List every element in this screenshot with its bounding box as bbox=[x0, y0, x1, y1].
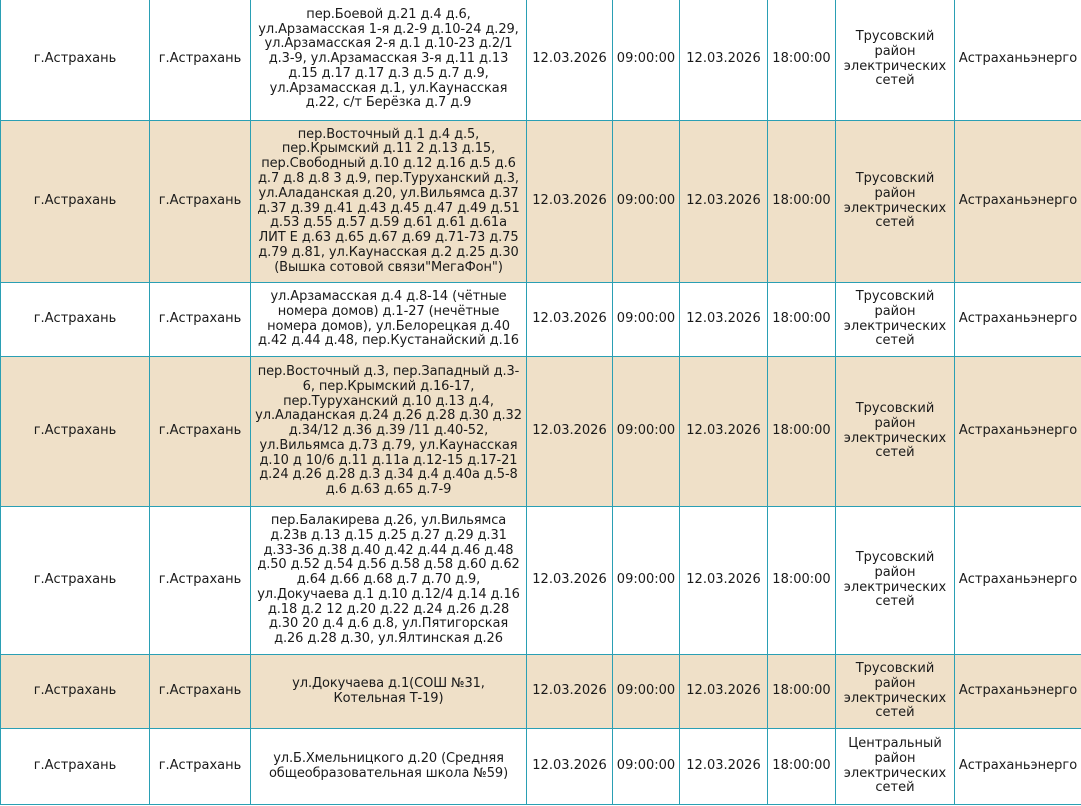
district-cell: Трусовский район электрических сетей bbox=[836, 507, 955, 655]
settlement-cell: г.Астрахань bbox=[150, 121, 251, 283]
company-cell: Астраханьэнерго bbox=[955, 357, 1081, 507]
table-row bbox=[1, 655, 1081, 729]
table-row bbox=[1, 729, 1081, 805]
end-date-cell: 12.03.2026 bbox=[680, 357, 768, 507]
addresses-cell: пер.Восточный д.3, пер.Западный д.3-6, пер.Крымский д.16-17, пер.Туруханский д.10 д.13 д.4, ул.Аладанская д.24 д.26 д.28 д.30 д.32 д.34/12 д.36 д.39 /11 д.40-52, ул.Вильямса д.73 д.79, ул.Каунасская д.10 д 10/6 д.11 д.11а д.12-15 д.17-21 д.24 д.26 д.28 д.3 д.34 д.4 д.40а д.5-8 д.6 д.63 д.65 д.7-9 bbox=[251, 357, 527, 507]
company-cell: Астраханьэнерго bbox=[955, 655, 1081, 729]
end-date-cell: 12.03.2026 bbox=[680, 0, 768, 121]
district-cell: Трусовский район электрических сетей bbox=[836, 283, 955, 357]
addresses-cell: пер.Восточный д.1 д.4 д.5, пер.Крымский д.11 2 д.13 д.15, пер.Свободный д.10 д.12 д.16 д.5 д.6 д.7 д.8 д.8 3 д.9, пер.Туруханский д.3, ул.Аладанская д.20, ул.Вильямса д.37 д.37 д.39 д.41 д.43 д.45 д.47 д.49 д.51 д.53 д.55 д.57 д.59 д.61 д.61 д.61а ЛИТ Е д.63 д.65 д.67 д.69 д.71-73 д.75 д.79 д.81, ул.Каунасская д.2 д.25 д.30 (Вышка сотовой связи"МегаФон") bbox=[251, 121, 527, 283]
end-time-cell: 18:00:00 bbox=[768, 357, 836, 507]
company-cell: Астраханьэнерго bbox=[955, 507, 1081, 655]
locality-cell: г.Астрахань bbox=[1, 283, 150, 357]
end-time-cell: 18:00:00 bbox=[768, 0, 836, 121]
settlement-cell: г.Астрахань bbox=[150, 655, 251, 729]
start-time-cell: 09:00:00 bbox=[613, 121, 680, 283]
start-date-cell: 12.03.2026 bbox=[527, 0, 613, 121]
district-cell: Трусовский район электрических сетей bbox=[836, 0, 955, 121]
table-row bbox=[1, 507, 1081, 655]
company-cell: Астраханьэнерго bbox=[955, 0, 1081, 121]
settlement-cell: г.Астрахань bbox=[150, 357, 251, 507]
end-time-cell: 18:00:00 bbox=[768, 121, 836, 283]
settlement-cell: г.Астрахань bbox=[150, 0, 251, 121]
start-time-cell: 09:00:00 bbox=[613, 655, 680, 729]
start-time-cell: 09:00:00 bbox=[613, 729, 680, 805]
addresses-cell: ул.Б.Хмельницкого д.20 (Средняя общеобразовательная школа №59) bbox=[251, 729, 527, 805]
start-time-cell: 09:00:00 bbox=[613, 357, 680, 507]
settlement-cell: г.Астрахань bbox=[150, 507, 251, 655]
start-date-cell: 12.03.2026 bbox=[527, 283, 613, 357]
locality-cell: г.Астрахань bbox=[1, 0, 150, 121]
end-time-cell: 18:00:00 bbox=[768, 655, 836, 729]
locality-cell: г.Астрахань bbox=[1, 655, 150, 729]
locality-cell: г.Астрахань bbox=[1, 357, 150, 507]
start-time-cell: 09:00:00 bbox=[613, 283, 680, 357]
start-date-cell: 12.03.2026 bbox=[527, 357, 613, 507]
addresses-cell: ул.Арзамасская д.4 д.8-14 (чётные номера домов) д.1-27 (нечётные номера домов), ул.Белорецкая д.40 д.42 д.44 д.48, пер.Кустанайский д.16 bbox=[251, 283, 527, 357]
company-cell: Астраханьэнерго bbox=[955, 729, 1081, 805]
start-date-cell: 12.03.2026 bbox=[527, 729, 613, 805]
table-row bbox=[1, 0, 1081, 121]
end-date-cell: 12.03.2026 bbox=[680, 655, 768, 729]
table-row bbox=[1, 121, 1081, 283]
addresses-cell: ул.Докучаева д.1(СОШ №31, Котельная Т-19) bbox=[251, 655, 527, 729]
district-cell: Центральный район электрических сетей bbox=[836, 729, 955, 805]
table-row bbox=[1, 357, 1081, 507]
table-row bbox=[1, 283, 1081, 357]
start-date-cell: 12.03.2026 bbox=[527, 507, 613, 655]
locality-cell: г.Астрахань bbox=[1, 121, 150, 283]
start-date-cell: 12.03.2026 bbox=[527, 655, 613, 729]
district-cell: Трусовский район электрических сетей bbox=[836, 655, 955, 729]
addresses-cell: пер.Балакирева д.26, ул.Вильямса д.23в д.13 д.15 д.25 д.27 д.29 д.31 д.33-36 д.38 д.40 д.42 д.44 д.46 д.48 д.50 д.52 д.54 д.56 д.58 д.58 д.60 д.62 д.64 д.66 д.68 д.7 д.70 д.9, ул.Докучаева д.1 д.10 д.12/4 д.14 д.16 д.18 д.2 12 д.20 д.22 д.24 д.26 д.28 д.30 20 д.4 д.6 д.8, ул.Пятигорская д.26 д.28 д.30, ул.Ялтинская д.26 bbox=[251, 507, 527, 655]
settlement-cell: г.Астрахань bbox=[150, 283, 251, 357]
end-date-cell: 12.03.2026 bbox=[680, 729, 768, 805]
settlement-cell: г.Астрахань bbox=[150, 729, 251, 805]
end-date-cell: 12.03.2026 bbox=[680, 283, 768, 357]
end-date-cell: 12.03.2026 bbox=[680, 121, 768, 283]
end-date-cell: 12.03.2026 bbox=[680, 507, 768, 655]
start-time-cell: 09:00:00 bbox=[613, 507, 680, 655]
start-time-cell: 09:00:00 bbox=[613, 0, 680, 121]
end-time-cell: 18:00:00 bbox=[768, 729, 836, 805]
district-cell: Трусовский район электрических сетей bbox=[836, 121, 955, 283]
locality-cell: г.Астрахань bbox=[1, 729, 150, 805]
company-cell: Астраханьэнерго bbox=[955, 121, 1081, 283]
end-time-cell: 18:00:00 bbox=[768, 507, 836, 655]
locality-cell: г.Астрахань bbox=[1, 507, 150, 655]
district-cell: Трусовский район электрических сетей bbox=[836, 357, 955, 507]
company-cell: Астраханьэнерго bbox=[955, 283, 1081, 357]
end-time-cell: 18:00:00 bbox=[768, 283, 836, 357]
start-date-cell: 12.03.2026 bbox=[527, 121, 613, 283]
addresses-cell: пер.Боевой д.21 д.4 д.6, ул.Арзамасская 1-я д.2-9 д.10-24 д.29, ул.Арзамасская 2-я д.1 д.10-23 д.2/1 д.3-9, ул.Арзамасская 3-я д.11 д.13 д.15 д.17 д.17 д.3 д.5 д.7 д.9, ул.Арзамасская д.1, ул.Каунасская д.22, с/т Берёзка д.7 д.9 bbox=[251, 0, 527, 121]
